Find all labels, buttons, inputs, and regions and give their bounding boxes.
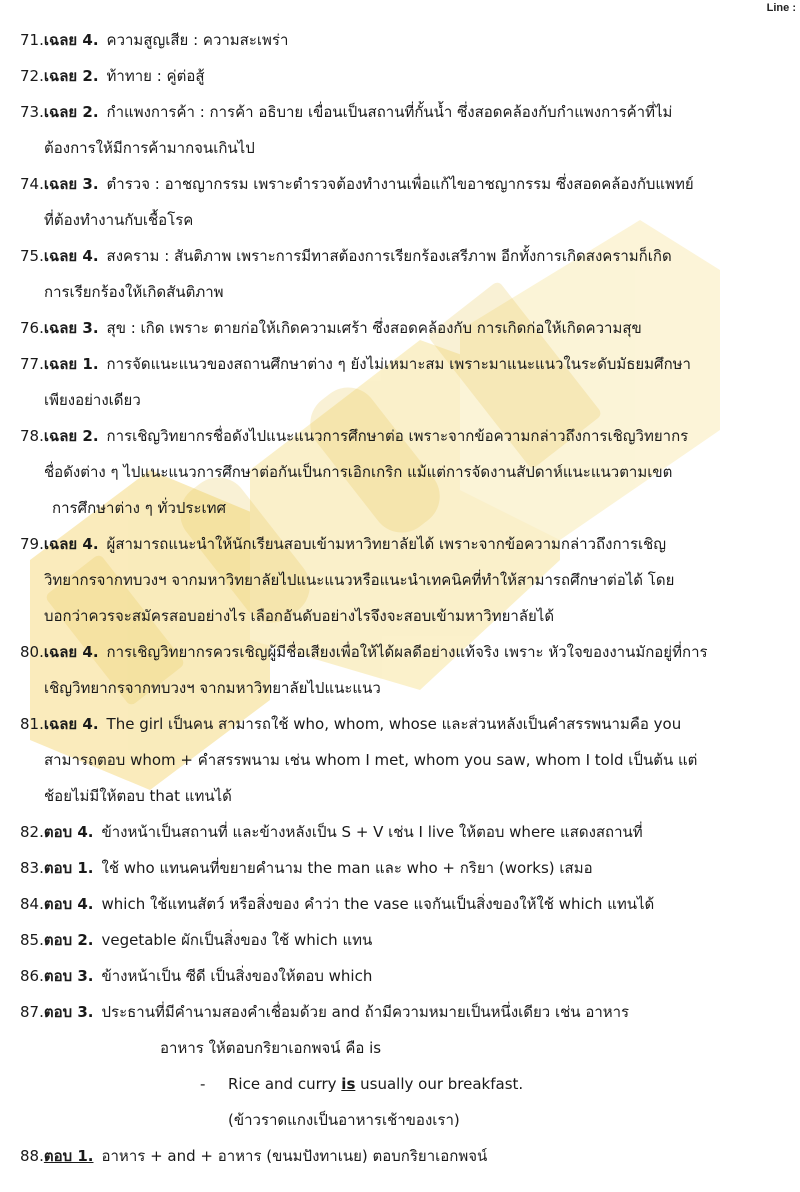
answer-continuation-line	[20, 130, 790, 166]
answer-label: ตอบ 3.	[43, 1003, 94, 1021]
answer-text: การเชิญวิทยากรควรเชิญผู้มีชื่อเสียงเพื่อให้ได้ผลดีอย่างแท้จริง เพราะ หัวใจของงานมักอยู่ที่การ	[106, 643, 708, 661]
answer-text: The girl เป็นคน สามารถใช้ who, whom, whose และส่วนหลังเป็นคำสรรพนามคือ you	[106, 715, 682, 733]
answer-continuation-line	[20, 382, 790, 418]
item-number: 81.	[20, 715, 44, 733]
answer-label: เฉลย 2.	[43, 103, 99, 121]
answer-text: เชิญวิทยากรจากทบวงฯ จากมหาวิทยาลัยไปแนะแนว	[44, 679, 381, 697]
item-number: 73.	[20, 103, 44, 121]
answer-text: กำแพงการค้า : การค้า อธิบาย เขื่อนเป็นสถานที่กั้นน้ำ ซึ่งสอดคล้องกับกำแพงการค้าที่ไม่	[106, 103, 673, 121]
answer-label: เฉลย 2.	[43, 67, 99, 85]
item-number: 86.	[20, 967, 44, 985]
answer-text: ใช้ who แทนคนที่ขยายคำนาม the man และ who + กริยา (works) เสมอ	[101, 859, 593, 877]
answer-label: ตอบ 4.	[43, 895, 94, 913]
answer-text: การจัดแนะแนวของสถานศึกษาต่าง ๆ ยังไม่เหมาะสม เพราะมาแนะแนวในระดับมัธยมศึกษา	[106, 355, 691, 373]
answer-first-line	[20, 418, 790, 454]
answer-text: ต้องการให้มีการค้ามากจนเกินไป	[44, 139, 255, 157]
item-number: 76.	[20, 319, 44, 337]
item-number: 78.	[20, 427, 44, 445]
answer-first-line	[20, 634, 790, 670]
answer-item	[20, 418, 790, 526]
item-number: 72.	[20, 67, 44, 85]
answer-label: เฉลย 4.	[43, 643, 99, 661]
item-number: 75.	[20, 247, 44, 265]
line-label: Line :	[766, 2, 796, 14]
answer-label: เฉลย 4.	[43, 535, 99, 553]
answer-continuation-line	[20, 670, 790, 706]
answer-continuation-line	[20, 562, 790, 598]
answer-first-line	[20, 346, 790, 382]
answer-text: ข้างหน้าเป็นสถานที่ และข้างหลังเป็น S + V เช่น I live ให้ตอบ where แสดงสถานที่	[101, 823, 643, 841]
answer-item	[20, 526, 790, 634]
item-number: 84.	[20, 895, 44, 913]
answer-item	[20, 22, 790, 58]
answer-first-line	[20, 994, 790, 1030]
answer-label: เฉลย 4.	[43, 715, 99, 733]
answer-item	[20, 310, 790, 346]
answer-item	[20, 94, 790, 166]
answer-item	[20, 166, 790, 238]
answer-text: การเชิญวิทยากรชื่อดังไปแนะแนวการศึกษาต่อ เพราะจากข้อความกล่าวถึงการเชิญวิทยากร	[106, 427, 689, 445]
answer-first-line	[20, 94, 790, 130]
answer-text: การศึกษาต่าง ๆ ทั่วประเทศ	[52, 499, 227, 517]
item-number: 71.	[20, 31, 44, 49]
answer-item	[20, 238, 790, 310]
bullet-dash: -	[200, 1075, 206, 1093]
answer-label: เฉลย 3.	[43, 319, 99, 337]
answer-label: ตอบ 1.	[43, 859, 94, 877]
answer-text: which ใช้แทนสัตว์ หรือสิ่งของ คำว่า the vase แจกันเป็นสิ่งของให้ใช้ which แทนได้	[101, 895, 655, 913]
example-text-before: Rice and curry	[228, 1075, 342, 1093]
answer-label: เฉลย 4.	[43, 247, 99, 265]
answer-label: เฉลย 1.	[43, 355, 99, 373]
answer-item	[20, 814, 790, 850]
answer-continuation-line	[20, 1030, 790, 1066]
answer-text: บอกว่าควรจะสมัครสอบอย่างไร เลือกอันดับอย่างไรจึงจะสอบเข้ามหาวิทยาลัยได้	[44, 607, 555, 625]
answer-continuation-line	[20, 202, 790, 238]
answer-item	[20, 850, 790, 886]
answer-continuation-line	[20, 742, 790, 778]
item-number: 77.	[20, 355, 44, 373]
answer-text: ความสูญเสีย : ความสะเพร่า	[106, 31, 289, 49]
answer-continuation-line	[20, 778, 790, 814]
item-number: 88.	[20, 1147, 44, 1165]
answer-label: ตอบ 1.	[43, 1147, 94, 1165]
answer-text: ช้อยไม่มีให้ตอบ that แทนได้	[44, 787, 232, 805]
answer-text: ชื่อดังต่าง ๆ ไปแนะแนวการศึกษาต่อกันเป็นการเอิกเกริก แม้แต่การจัดงานสัปดาห์แนะแนวตามเขต	[44, 463, 673, 481]
item-number: 87.	[20, 1003, 44, 1021]
answer-text: สามารถตอบ whom + คำสรรพนาม เช่น whom I met, whom you saw, whom I told เป็นต้น แต่	[44, 751, 698, 769]
item-number: 74.	[20, 175, 44, 193]
answer-first-line	[20, 22, 790, 58]
answer-first-line	[20, 850, 790, 886]
item-number: 80.	[20, 643, 44, 661]
answer-label: ตอบ 2.	[43, 931, 94, 949]
item-number: 83.	[20, 859, 44, 877]
answer-first-line	[20, 238, 790, 274]
answer-first-line	[20, 526, 790, 562]
answer-text: vegetable ผักเป็นสิ่งของ ใช้ which แทน	[101, 931, 373, 949]
answer-text: การเรียกร้องให้เกิดสันติภาพ	[44, 283, 224, 301]
answer-item	[20, 58, 790, 94]
answer-continuation-line	[20, 490, 790, 526]
answer-text: ท้าทาย : คู่ต่อสู้	[106, 67, 205, 85]
example-verb: is	[341, 1075, 356, 1093]
answer-text: อาหาร ให้ตอบกริยาเอกพจน์ คือ is	[160, 1039, 382, 1057]
answer-text: ประธานที่มีคำนามสองคำเชื่อมด้วย and ถ้ามีความหมายเป็นหนึ่งเดียว เช่น อาหาร	[101, 1003, 630, 1021]
answer-item	[20, 1138, 790, 1174]
answer-item	[20, 958, 790, 994]
example-sentence	[20, 1066, 790, 1102]
answer-label: ตอบ 3.	[43, 967, 94, 985]
answer-first-line	[20, 1138, 790, 1174]
answer-label: เฉลย 4.	[43, 31, 99, 49]
answer-text: เพียงอย่างเดียว	[44, 391, 141, 409]
example-translation: (ข้าวราดแกงเป็นอาหารเช้าของเรา)	[228, 1111, 460, 1129]
answer-first-line	[20, 166, 790, 202]
answer-first-line	[20, 58, 790, 94]
answer-text: วิทยากรจากทบวงฯ จากมหาวิทยาลัยไปแนะแนวหรือแนะนำเทคนิคที่ทำให้สามารถศึกษาต่อได้ โดย	[44, 571, 675, 589]
answer-item	[20, 886, 790, 922]
answer-continuation-line	[20, 274, 790, 310]
answer-text: สงคราม : สันติภาพ เพราะการมีทาสต้องการเรียกร้องเสรีภาพ อีกทั้งการเกิดสงครามก็เกิด	[106, 247, 672, 265]
answer-item	[20, 922, 790, 958]
answer-item	[20, 634, 790, 706]
answer-label: ตอบ 4.	[43, 823, 94, 841]
answer-item	[20, 706, 790, 814]
answer-first-line	[20, 814, 790, 850]
answer-first-line	[20, 922, 790, 958]
item-number: 85.	[20, 931, 44, 949]
answer-list	[20, 22, 790, 1174]
answer-first-line	[20, 886, 790, 922]
answer-item	[20, 994, 790, 1138]
answer-text: ผู้สามารถแนะนำให้นักเรียนสอบเข้ามหาวิทยาลัยได้ เพราะจากข้อความกล่าวถึงการเชิญ	[106, 535, 667, 553]
answer-first-line	[20, 310, 790, 346]
answer-first-line	[20, 958, 790, 994]
answer-continuation-line	[20, 598, 790, 634]
example-text-after: usually our breakfast.	[355, 1075, 524, 1093]
item-number: 82.	[20, 823, 44, 841]
answer-text: ที่ต้องทำงานกับเชื้อโรค	[44, 211, 194, 229]
answer-text: ข้างหน้าเป็น ซีดี เป็นสิ่งของให้ตอบ which	[101, 967, 373, 985]
answer-first-line	[20, 706, 790, 742]
answer-continuation-line	[20, 454, 790, 490]
answer-label: เฉลย 3.	[43, 175, 99, 193]
answer-item	[20, 346, 790, 418]
answer-text: สุข : เกิด เพราะ ตายก่อให้เกิดความเศร้า ซึ่งสอดคล้องกับ การเกิดก่อให้เกิดความสุข	[106, 319, 642, 337]
answer-label: เฉลย 2.	[43, 427, 99, 445]
answer-text: ตำรวจ : อาชญากรรม เพราะตำรวจต้องทำงานเพื่อแก้ไขอาชญากรรม ซึ่งสอดคล้องกับแพทย์	[106, 175, 694, 193]
answer-text: อาหาร + and + อาหาร (ขนมปังทาเนย) ตอบกริยาเอกพจน์	[101, 1147, 488, 1165]
item-number: 79.	[20, 535, 44, 553]
